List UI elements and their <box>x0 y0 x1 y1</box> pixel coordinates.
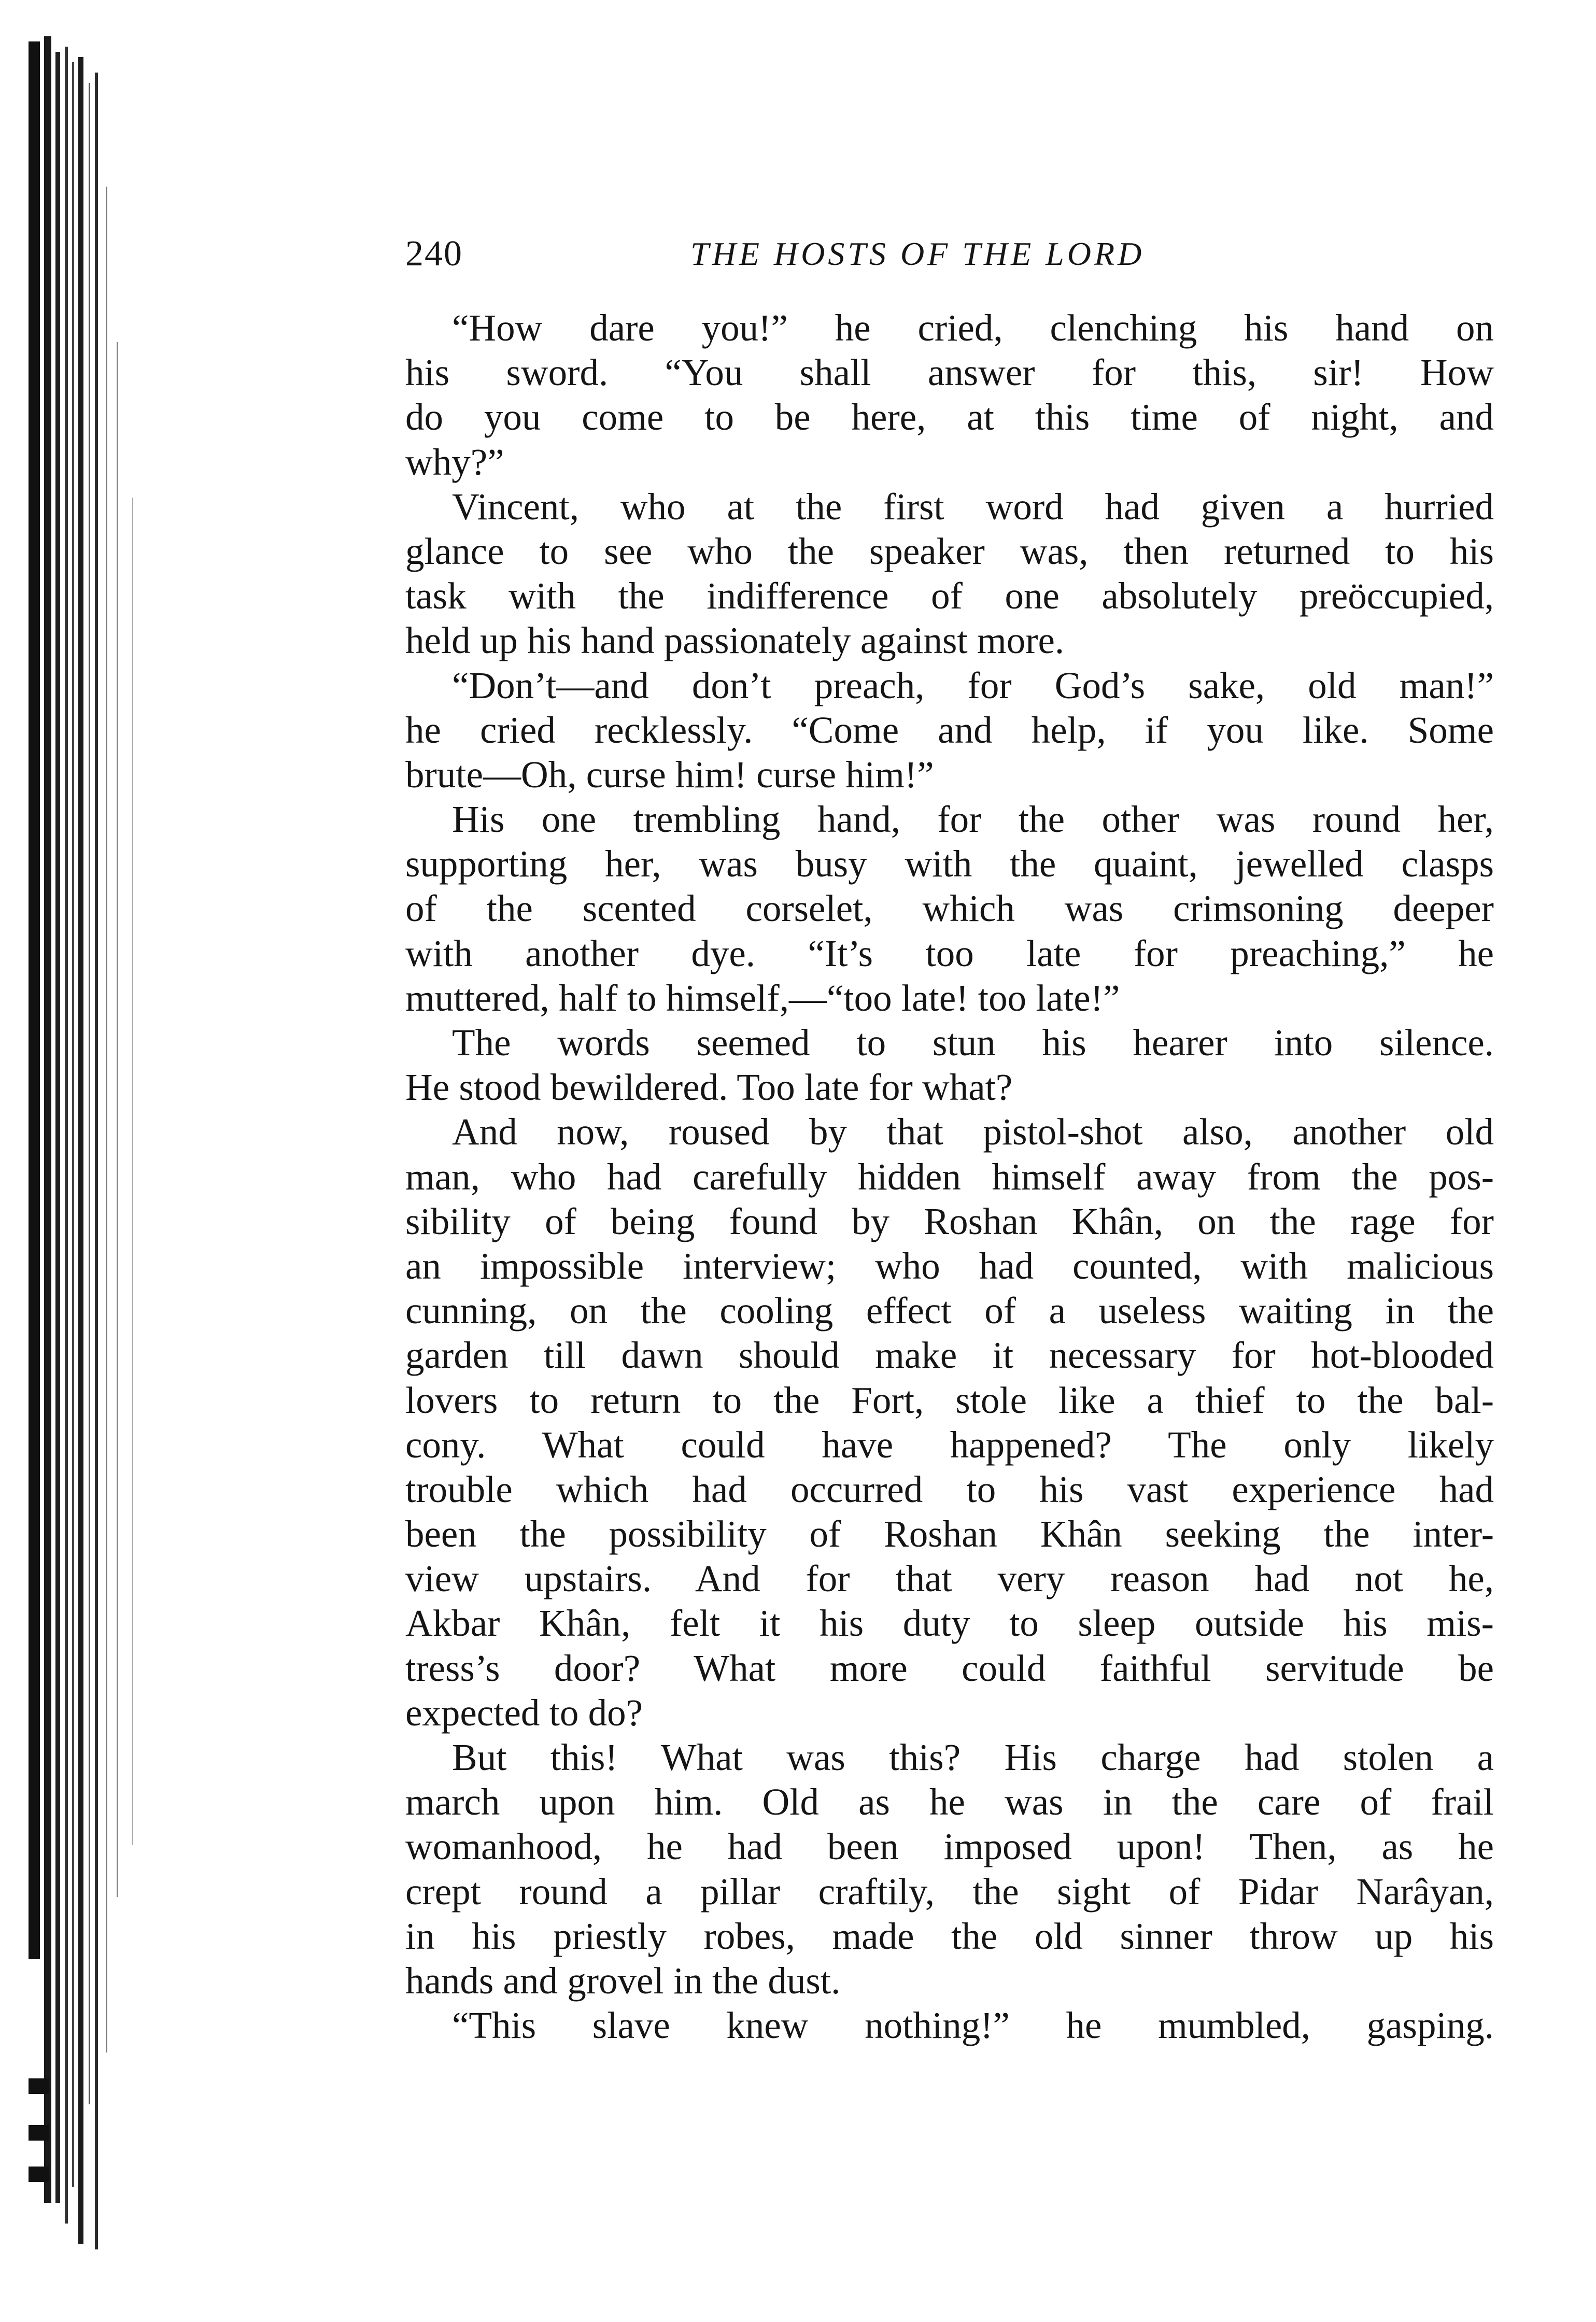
text-line: “This slave knew nothing!” he mumbled, gasping. <box>452 2004 1494 2047</box>
text-line: been the possibility of Roshan Khân seeking the inter- <box>405 1513 1494 1555</box>
text-line: an impossible interview; who had counted, with malicious <box>405 1244 1494 1287</box>
text-line: trouble which had occurred to his vast experience had <box>405 1468 1494 1510</box>
text-line: hands and grovel in the dust. <box>405 1959 841 2002</box>
text-line: The words seemed to stun his hearer into silence. <box>452 1022 1494 1064</box>
text-line: he cried recklessly. “Come and help, if you like. Some <box>405 709 1494 751</box>
paragraph <box>405 663 1494 798</box>
text-line: do you come to be here, at this time of night, and <box>405 396 1494 438</box>
text-line: He stood bewildered. Too late for what? <box>405 1066 1013 1109</box>
text-line: But this! What was this? His charge had stolen a <box>452 1736 1494 1778</box>
text-line: womanhood, he had been imposed upon! Then, as he <box>405 1825 1494 1868</box>
text-line: lovers to return to the Fort, stole like a thief to the bal- <box>405 1379 1494 1421</box>
running-header <box>405 228 1494 285</box>
text-line: tress’s door? What more could faithful servitude be <box>405 1647 1494 1689</box>
scan-binding-edge <box>29 31 179 2260</box>
text-line: view upstairs. And for that very reason had not he, <box>405 1558 1494 1600</box>
book-page <box>405 228 1494 2048</box>
text-line: his sword. “You shall answer for this, sir! How <box>405 351 1494 394</box>
text-line: crept round a pillar craftily, the sight of Pidar Narâyan, <box>405 1870 1494 1913</box>
text-line: cony. What could have happened? The only likely <box>405 1423 1494 1466</box>
text-line: muttered, half to himself,—“too late! too late!” <box>405 976 1120 1019</box>
text-line: in his priestly robes, made the old sinner throw up his <box>405 1915 1494 1957</box>
text-line: brute—Oh, curse him! curse him!” <box>405 753 934 796</box>
text-line: held up his hand passionately against more. <box>405 619 1065 662</box>
text-line: march upon him. Old as he was in the care of frail <box>405 1781 1494 1823</box>
text-line: why?” <box>405 441 504 483</box>
paragraph <box>405 1021 1494 1110</box>
text-line: garden till dawn should make it necessary for hot-blooded <box>405 1334 1494 1377</box>
text-line: expected to do? <box>405 1691 643 1734</box>
text-line: His one trembling hand, for the other was round her, <box>452 798 1494 841</box>
running-title: THE HOSTS OF THE LORD <box>690 235 1145 272</box>
text-line: of the scented corselet, which was crimsoning deeper <box>405 887 1494 930</box>
text-line: “Don’t—and don’t preach, for God’s sake, old man!” <box>452 664 1494 706</box>
text-line: sibility of being found by Roshan Khân, on the rage for <box>405 1200 1494 1242</box>
paragraph <box>405 1735 1494 2003</box>
text-line: task with the indifference of one absolutely preöccupied, <box>405 575 1494 617</box>
paragraph <box>405 2003 1494 2048</box>
paragraph <box>405 797 1494 1021</box>
text-line: glance to see who the speaker was, then returned to his <box>405 530 1494 572</box>
paragraph <box>405 306 1494 485</box>
text-line: man, who had carefully hidden himself away from the pos- <box>405 1155 1494 1198</box>
text-line: Vincent, who at the first word had given a hurried <box>452 485 1494 528</box>
paragraph <box>405 485 1494 663</box>
text-line: Akbar Khân, felt it his duty to sleep outside his mis- <box>405 1602 1494 1645</box>
text-line: cunning, on the cooling effect of a useless waiting in the <box>405 1290 1494 1332</box>
text-line: supporting her, was busy with the quaint, jewelled clasps <box>405 843 1494 885</box>
text-line: “How dare you!” he cried, clenching his hand on <box>452 307 1494 349</box>
paragraph <box>405 1110 1494 1735</box>
text-line: And now, roused by that pistol-shot also, another old <box>452 1111 1494 1153</box>
text-line: with another dye. “It’s too late for preaching,” he <box>405 932 1494 974</box>
page-number: 240 <box>405 234 463 274</box>
body-text <box>405 306 1494 2048</box>
